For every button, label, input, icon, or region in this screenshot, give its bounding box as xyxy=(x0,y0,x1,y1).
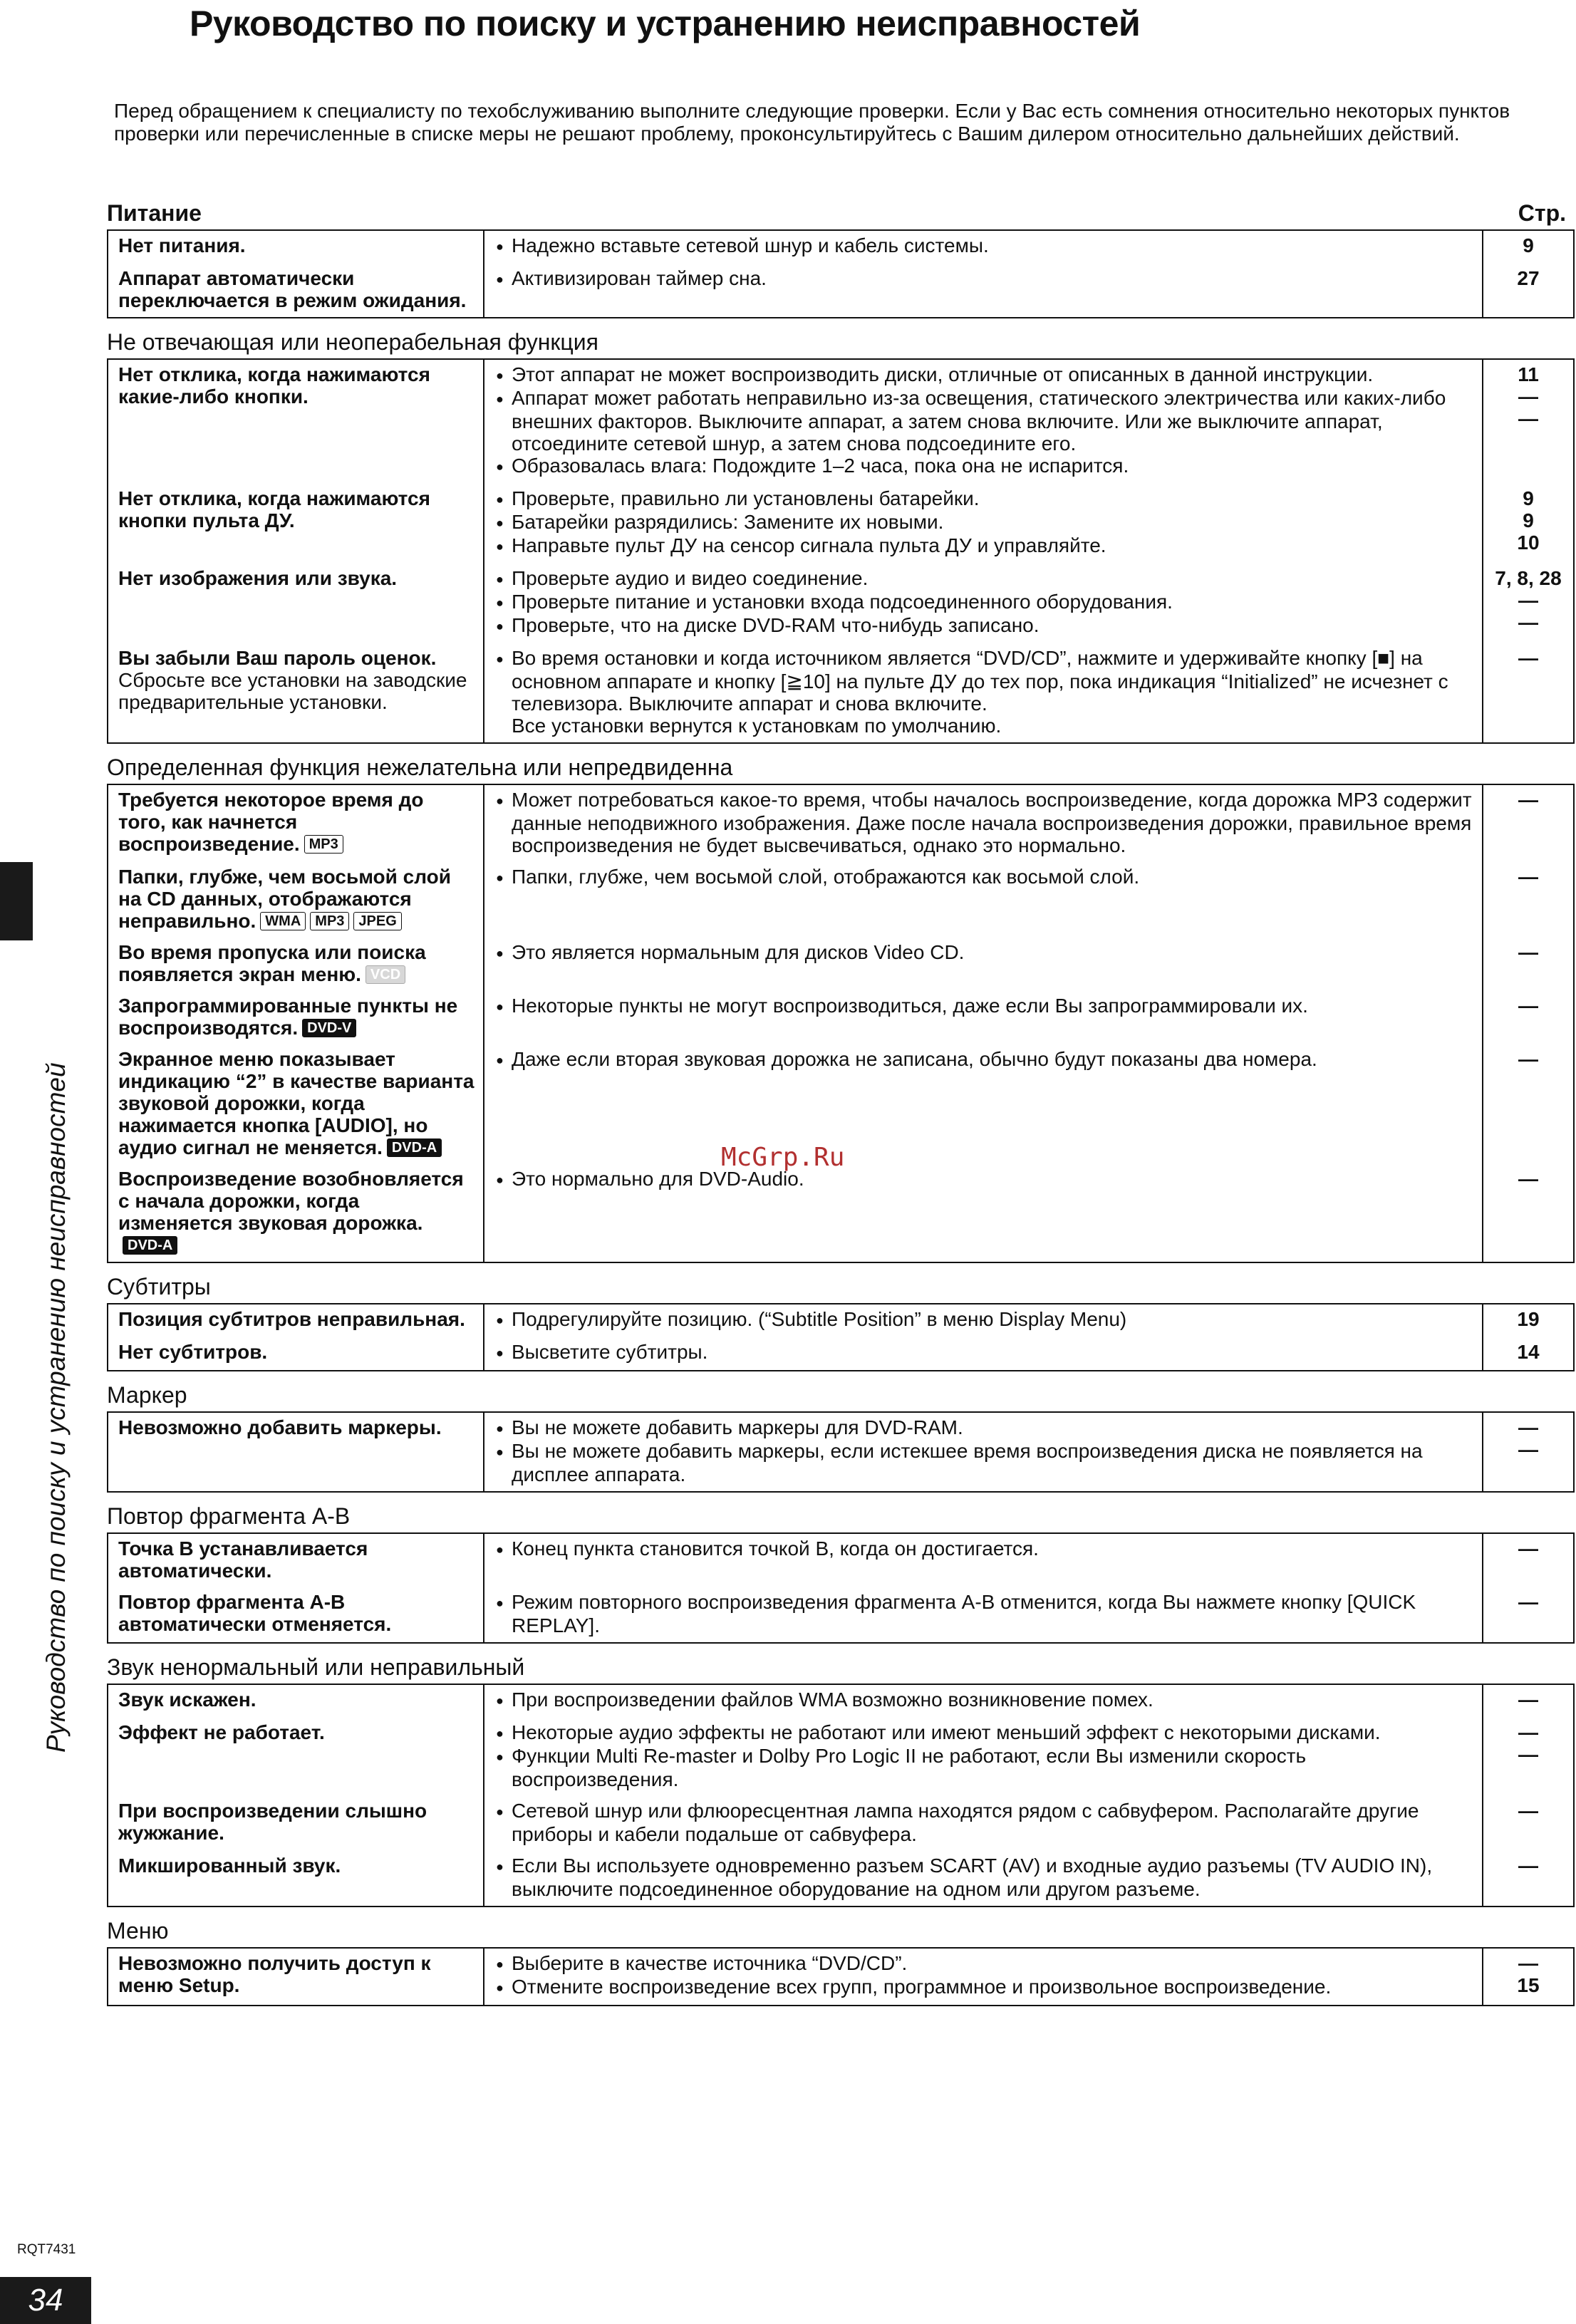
page-ref: — xyxy=(1518,385,1538,408)
problem-text: Невозможно добавить маркеры. xyxy=(118,1416,442,1438)
page-ref: — xyxy=(1518,1854,1538,1877)
solution-cell xyxy=(484,643,1483,743)
solution-item: ● Конец пункта становится точкой В, когда он достигается. xyxy=(496,1537,1475,1561)
section-heading xyxy=(107,752,1575,782)
problem-text: Невозможно получить доступ к меню Setup. xyxy=(118,1952,431,1996)
page-ref: — xyxy=(1518,1721,1538,1743)
problem-cell xyxy=(108,564,484,643)
disc-type-badge: WMA xyxy=(260,912,306,930)
problem-text: Во время пропуска или поиска появляется экран меню. xyxy=(118,941,426,985)
page-ref-cell xyxy=(1483,1948,1574,2006)
problem-text: Нет субтитров. xyxy=(118,1341,268,1363)
problem-cell xyxy=(108,784,484,862)
troubleshooting-table xyxy=(107,358,1575,744)
solution-cell xyxy=(484,1164,1483,1262)
page-ref-cell xyxy=(1483,1044,1574,1164)
disc-type-badge: VCD xyxy=(366,965,405,984)
solution-item: ● Сетевой шнур или флюоресцентная лампа находятся рядом с сабвуфером. Располагайте другие приборы и кабели подальше от сабвуфера. xyxy=(496,1800,1475,1845)
solution-item: ● Проверьте аудио и видео соединение. xyxy=(496,567,1475,591)
solution-item: ● Функции Multi Re-master и Dolby Pro Logic II не работают, если Вы изменили скорость воспроизведения. xyxy=(496,1745,1475,1790)
problem-text: Звук искажен. xyxy=(118,1688,256,1711)
page-ref: 7, 8, 28 xyxy=(1495,567,1562,589)
problem-text: Эффект не работает. xyxy=(118,1721,325,1743)
page-ref-cell xyxy=(1483,230,1574,264)
page-ref-cell xyxy=(1483,1164,1574,1262)
solution-item: ● Некоторые аудио эффекты не работают или имеют меньший эффект с некоторыми дисками. xyxy=(496,1721,1475,1745)
watermark: McGrp.Ru xyxy=(721,1143,845,1172)
page-ref-cell xyxy=(1483,264,1574,318)
page-title: Руководство по поиску и устранению неисправностей xyxy=(190,4,1141,43)
problem-cell xyxy=(108,1587,484,1643)
page-ref-cell xyxy=(1483,1412,1574,1492)
problem-cell xyxy=(108,1533,484,1587)
section-title: Звук ненормальный или неправильный xyxy=(107,1654,525,1680)
solution-cell xyxy=(484,1796,1483,1851)
section-title: Субтитры xyxy=(107,1274,211,1300)
problem-cell xyxy=(108,643,484,743)
solution-cell xyxy=(484,938,1483,991)
solution-cell xyxy=(484,1684,1483,1718)
problem-text: Папки, глубже, чем восьмой слой на CD данных, отображаются неправильно. xyxy=(118,866,451,932)
solution-cell xyxy=(484,991,1483,1044)
solution-item: ● Это нормально для DVD-Audio. xyxy=(496,1168,1475,1191)
page-ref: 10 xyxy=(1517,531,1540,554)
page-column-header: Стр. xyxy=(1518,200,1566,226)
problem-text: Аппарат автоматически переключается в режим ожидания. xyxy=(118,267,467,311)
solution-item: ● Высветите субтитры. xyxy=(496,1341,1475,1364)
page-ref-cell xyxy=(1483,1533,1574,1587)
solution-item: ● Аппарат может работать неправильно из-за освещения, статического электричества или каких-либо внешних факторов. Выключите аппарат, а затем снова включите. Или же выключите аппарат, отсоедините сетевой шнур, а затем снова подсоедините его. xyxy=(496,387,1475,455)
solution-item: ● Отмените воспроизведение всех групп, программное и произвольное воспроизведение. xyxy=(496,1976,1475,1999)
table-row xyxy=(108,862,1574,938)
solution-item: ● Проверьте, что на диске DVD-RAM что-нибудь записано. xyxy=(496,614,1475,638)
table-row xyxy=(108,991,1574,1044)
problem-text: Требуется некоторое время до того, как начнется воспроизведение. xyxy=(118,789,424,855)
problem-cell xyxy=(108,991,484,1044)
solution-cell xyxy=(484,484,1483,564)
page-ref: — xyxy=(1518,1438,1538,1461)
solution-item: ● Образовалась влага: Подождите 1–2 часа, пока она не испарится. xyxy=(496,455,1475,478)
solution-cell xyxy=(484,1948,1483,2006)
page-ref-cell xyxy=(1483,1587,1574,1643)
solution-item: ● Активизирован таймер сна. xyxy=(496,267,1475,291)
table-row xyxy=(108,938,1574,991)
troubleshooting-table xyxy=(107,1411,1575,1493)
problem-text: Нет отклика, когда нажимаются кнопки пульта ДУ. xyxy=(118,487,430,531)
disc-type-badge: MP3 xyxy=(310,912,349,930)
disc-type-badge: DVD-V xyxy=(302,1019,356,1037)
table-row xyxy=(108,1851,1574,1907)
page-ref-cell xyxy=(1483,1684,1574,1718)
page-ref-cell xyxy=(1483,862,1574,938)
page-ref: 19 xyxy=(1517,1308,1540,1330)
table-row xyxy=(108,484,1574,564)
page-ref-cell xyxy=(1483,991,1574,1044)
page-ref: — xyxy=(1518,1688,1538,1711)
problem-cell xyxy=(108,484,484,564)
page-ref: 14 xyxy=(1517,1341,1540,1363)
disc-type-badge: DVD-A xyxy=(387,1138,442,1157)
page-ref: — xyxy=(1518,1591,1538,1613)
disc-type-badge: JPEG xyxy=(353,912,401,930)
problem-text: Повтор фрагмента А-В автоматически отменяется. xyxy=(118,1591,392,1635)
table-row xyxy=(108,1044,1574,1164)
section-heading xyxy=(107,1916,1575,1946)
troubleshooting-table xyxy=(107,229,1575,318)
problem-text: Точка В устанавливается автоматически. xyxy=(118,1537,368,1582)
problem-cell xyxy=(108,1304,484,1337)
table-row xyxy=(108,784,1574,862)
section-title: Определенная функция нежелательна или непредвиденна xyxy=(107,754,733,780)
table-row xyxy=(108,1412,1574,1492)
page-ref-cell xyxy=(1483,938,1574,991)
page-ref-cell xyxy=(1483,564,1574,643)
solution-item: ● Во время остановки и когда источником является “DVD/CD”, нажмите и удерживайте кнопку [■] на основном аппарате и кнопку [≧10] на пульте ДУ до тех пор, пока индикация “Initialized” не исчезнет с телевизора. Выключите аппарат и снова включите. xyxy=(496,647,1475,715)
page-ref-cell xyxy=(1483,359,1574,484)
page-ref: 15 xyxy=(1517,1974,1540,1996)
side-section-label: Руководство по поиску и устранению неисправностей xyxy=(41,1062,71,1753)
solution-item: ● Этот аппарат не может воспроизводить диски, отличные от описанных в данной инструкции. xyxy=(496,363,1475,387)
problem-text: Позиция субтитров неправильная. xyxy=(118,1308,465,1330)
document-code: RQT7431 xyxy=(17,2242,76,2257)
page-ref: — xyxy=(1518,789,1538,811)
problem-cell xyxy=(108,1684,484,1718)
solution-item: ● Проверьте питание и установки входа подсоединенного оборудования. xyxy=(496,591,1475,614)
table-row xyxy=(108,1948,1574,2006)
page-ref: — xyxy=(1518,589,1538,611)
problem-text: Нет питания. xyxy=(118,234,246,256)
solution-item: ● Это является нормальным для дисков Video CD. xyxy=(496,941,1475,965)
page-number: 34 xyxy=(0,2277,91,2324)
solution-item: ● Даже если вторая звуковая дорожка не записана, обычно будут показаны два номера. xyxy=(496,1048,1475,1072)
page-ref-cell xyxy=(1483,784,1574,862)
table-row xyxy=(108,1533,1574,1587)
table-row xyxy=(108,1718,1574,1796)
page-ref: — xyxy=(1518,941,1538,963)
problem-text: Воспроизведение возобновляется с начала дорожки, когда изменяется звуковая дорожка. xyxy=(118,1168,464,1234)
page-ref: 11 xyxy=(1518,363,1539,385)
solution-cell xyxy=(484,264,1483,318)
problem-note: Сбросьте все установки на заводские предварительные установки. xyxy=(118,669,467,713)
page-ref-cell xyxy=(1483,484,1574,564)
troubleshooting-content xyxy=(107,198,1575,2015)
section-title: Меню xyxy=(107,1918,169,1944)
table-row xyxy=(108,1164,1574,1262)
page-ref: — xyxy=(1518,408,1538,430)
solution-cell xyxy=(484,1718,1483,1796)
table-row xyxy=(108,264,1574,318)
page-ref-cell xyxy=(1483,1337,1574,1371)
page-ref: — xyxy=(1518,1537,1538,1560)
solution-item: ● Вы не можете добавить маркеры для DVD-RAM. xyxy=(496,1416,1475,1440)
page-ref: — xyxy=(1518,995,1538,1017)
page-ref: 9 xyxy=(1523,509,1534,531)
troubleshooting-table xyxy=(107,1684,1575,1907)
problem-cell xyxy=(108,1796,484,1851)
troubleshooting-table xyxy=(107,1303,1575,1371)
table-row xyxy=(108,1684,1574,1718)
problem-cell xyxy=(108,1044,484,1164)
page-ref: — xyxy=(1518,1952,1538,1974)
intro-paragraph: Перед обращением к специалисту по техобслуживанию выполните следующие проверки. Если у Вас есть сомнения относительно некоторых пунктов проверки или перечисленные в списке меры не решают проблему, проконсультируйтесь с Вашим дилером относительно дальнейших действий. xyxy=(114,100,1510,145)
problem-text: Вы забыли Ваш пароль оценок. xyxy=(118,647,437,669)
page-ref: — xyxy=(1518,866,1538,888)
solution-item: ● Подрегулируйте позицию. (“Subtitle Position” в меню Display Menu) xyxy=(496,1308,1475,1332)
page-ref: — xyxy=(1518,1048,1538,1070)
page-ref: 27 xyxy=(1517,267,1540,289)
page-ref-cell xyxy=(1483,1851,1574,1907)
solution-item: ● Может потребоваться какое-то время, чтобы началось воспроизведение, когда дорожка MP3 содержит данные неподвижного изображения. Даже после начала воспроизведения дорожки, правильное время воспроизведения не будет высвечиваться, однако это нормально. xyxy=(496,789,1475,856)
solution-item: ● Вы не можете добавить маркеры, если истекшее время воспроизведения диска не появляется на дисплее аппарата. xyxy=(496,1440,1475,1485)
troubleshooting-table xyxy=(107,784,1575,1263)
solution-item: ● Выберите в качестве источника “DVD/CD”. xyxy=(496,1952,1475,1976)
section-title: Не отвечающая или неоперабельная функция xyxy=(107,329,598,355)
solution-item: ● Проверьте, правильно ли установлены батарейки. xyxy=(496,487,1475,511)
problem-cell xyxy=(108,1718,484,1796)
solution-cell xyxy=(484,1337,1483,1371)
solution-item: ● Режим повторного воспроизведения фрагмента А-В отменится, когда Вы нажмете кнопку [QUICK REPLAY]. xyxy=(496,1591,1475,1636)
solution-cell xyxy=(484,784,1483,862)
solution-cell xyxy=(484,230,1483,264)
disc-type-badge: DVD-A xyxy=(123,1236,177,1255)
problem-cell xyxy=(108,1337,484,1371)
page-ref: — xyxy=(1518,1168,1538,1190)
solution-item: ● Некоторые пункты не могут воспроизводиться, даже если Вы запрограммировали их. xyxy=(496,995,1475,1018)
problem-cell xyxy=(108,1851,484,1907)
problem-cell xyxy=(108,938,484,991)
problem-cell xyxy=(108,1412,484,1492)
page-ref: — xyxy=(1518,1800,1538,1822)
solution-item: ● Папки, глубже, чем восьмой слой, отображаются как восьмой слой. xyxy=(496,866,1475,889)
page-ref-cell xyxy=(1483,1796,1574,1851)
solution-note: Все установки вернутся к установкам по умолчанию. xyxy=(512,715,1002,737)
solution-cell xyxy=(484,1412,1483,1492)
troubleshooting-table xyxy=(107,1947,1575,2006)
table-row xyxy=(108,359,1574,484)
solution-cell xyxy=(484,1851,1483,1907)
side-tab-marker xyxy=(0,862,33,940)
page-ref: — xyxy=(1518,647,1538,669)
table-row xyxy=(108,230,1574,264)
problem-text: Экранное меню показывает индикацию “2” в качестве варианта звуковой дорожки, когда нажимается кнопка [AUDIO], но аудио сигнал не меняется. xyxy=(118,1048,475,1158)
section-heading xyxy=(107,1380,1575,1410)
problem-text: Микшированный звук. xyxy=(118,1854,341,1877)
problem-cell xyxy=(108,264,484,318)
problem-cell xyxy=(108,230,484,264)
solution-item: ● Если Вы используете одновременно разъем SCART (AV) и входные аудио разъемы (TV AUDIO IN), выключите подсоединенное оборудование на одном или другом разъеме. xyxy=(496,1854,1475,1900)
solution-cell xyxy=(484,359,1483,484)
solution-cell xyxy=(484,862,1483,938)
disc-type-badge: MP3 xyxy=(304,835,343,854)
table-row xyxy=(108,1587,1574,1643)
page-ref: 9 xyxy=(1523,487,1534,509)
solution-item: ● При воспроизведении файлов WMA возможно возникновение помех. xyxy=(496,1688,1475,1712)
problem-cell xyxy=(108,1164,484,1262)
page-ref: — xyxy=(1518,1416,1538,1438)
problem-cell xyxy=(108,862,484,938)
problem-cell xyxy=(108,1948,484,2006)
solution-cell xyxy=(484,564,1483,643)
table-row xyxy=(108,1304,1574,1337)
table-row xyxy=(108,1796,1574,1851)
problem-text: Нет изображения или звука. xyxy=(118,567,398,589)
page-ref-cell xyxy=(1483,1304,1574,1337)
solution-item: ● Направьте пульт ДУ на сенсор сигнала пульта ДУ и управляйте. xyxy=(496,534,1475,558)
section-heading xyxy=(107,198,1575,228)
page-ref: — xyxy=(1518,1743,1538,1765)
section-heading xyxy=(107,1501,1575,1531)
problem-text: Запрограммированные пункты не воспроизводятся. xyxy=(118,995,458,1039)
section-title: Питание xyxy=(107,200,202,226)
problem-cell xyxy=(108,359,484,484)
table-row xyxy=(108,564,1574,643)
solution-cell xyxy=(484,1533,1483,1587)
solution-item: ● Надежно вставьте сетевой шнур и кабель системы. xyxy=(496,234,1475,258)
solution-item: ● Батарейки разрядились: Замените их новыми. xyxy=(496,511,1475,534)
troubleshooting-table xyxy=(107,1532,1575,1644)
section-heading xyxy=(107,1652,1575,1682)
page-ref-cell xyxy=(1483,643,1574,743)
section-title: Повтор фрагмента А-В xyxy=(107,1503,351,1529)
section-heading xyxy=(107,327,1575,357)
section-heading xyxy=(107,1272,1575,1302)
page-ref: — xyxy=(1518,611,1538,633)
solution-cell xyxy=(484,1044,1483,1164)
problem-text: При воспроизведении слышно жужжание. xyxy=(118,1800,427,1844)
solution-cell xyxy=(484,1587,1483,1643)
page-ref-cell xyxy=(1483,1718,1574,1796)
solution-cell xyxy=(484,1304,1483,1337)
section-title: Маркер xyxy=(107,1382,187,1408)
table-row xyxy=(108,643,1574,743)
problem-text: Нет отклика, когда нажимаются какие-либо кнопки. xyxy=(118,363,430,408)
table-row xyxy=(108,1337,1574,1371)
page-ref: 9 xyxy=(1523,234,1534,256)
